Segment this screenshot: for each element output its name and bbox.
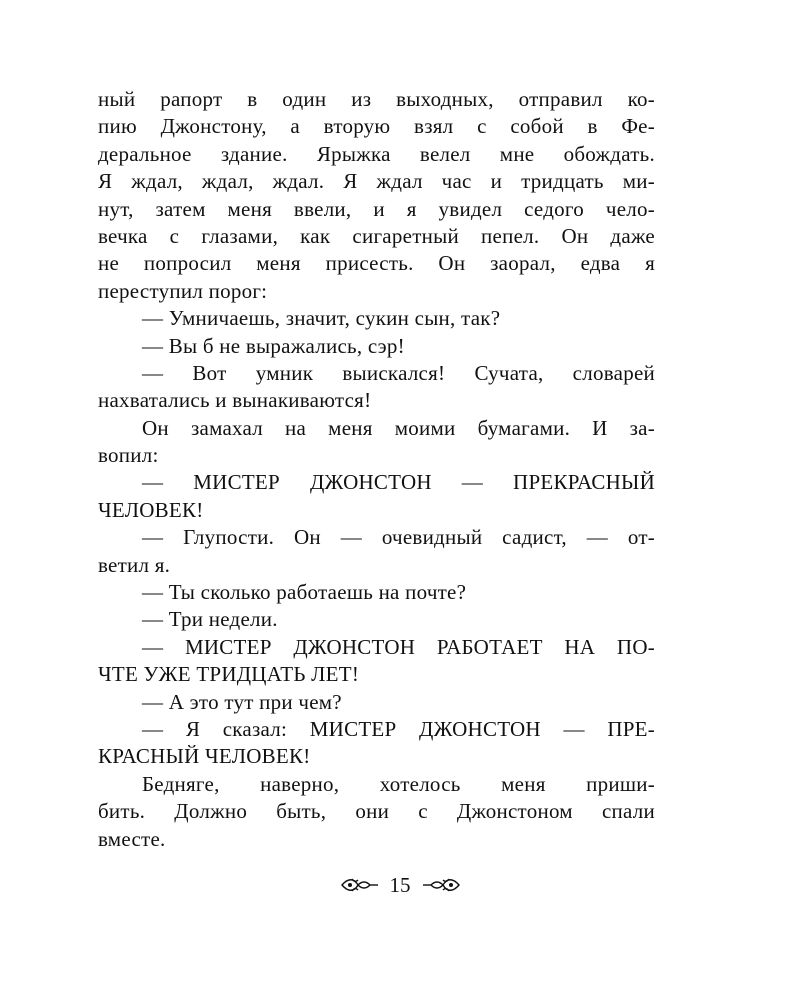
text-line: вечка с глазами, как сигаретный пепел. Он даже: [98, 223, 655, 248]
text-line: ЧТЕ УЖЕ ТРИДЦАТЬ ЛЕТ!: [98, 662, 360, 687]
dialogue-line: — МИСТЕР ДЖОНСТОН — ПРЕКРАСНЫЙ: [142, 470, 655, 495]
text-line: КРАСНЫЙ ЧЕЛОВЕК!: [98, 744, 311, 769]
text-line: ветил я.: [98, 552, 171, 577]
text-line: не попросил меня присесть. Он заорал, едва я: [98, 251, 655, 276]
dialogue-line: — А это тут при чем?: [142, 689, 342, 714]
text-line: вопил:: [98, 443, 159, 468]
page-body: [98, 86, 655, 853]
text-line: Я ждал, ждал, ждал. Я ждал час и тридцать ми-: [98, 169, 655, 194]
text-line: бить. Должно быть, они с Джонстоном спали: [98, 799, 655, 824]
dialogue-line: — Вот умник выискался! Сучата, словарей: [142, 360, 655, 385]
text-line: нут, затем меня ввели, и я увидел седого чело-: [98, 196, 655, 221]
ornament-flourish-icon: [340, 876, 380, 894]
dialogue-line: — Глупости. Он — очевидный садист, — от-: [142, 525, 655, 550]
page-footer: [0, 870, 800, 900]
dialogue-line: — Вы б не выражались, сэр!: [142, 333, 405, 358]
dialogue-line: — Умничаешь, значит, сукин сын, так?: [142, 306, 501, 331]
text-line: переступил порог:: [98, 278, 268, 303]
dialogue-line: — Ты сколько работаешь на почте?: [142, 580, 467, 605]
text-line: ЧЕЛОВЕК!: [98, 497, 204, 522]
paragraph-line: Он замахал на меня моими бумагами. И за-: [142, 415, 655, 440]
text-line: нахватались и вынакиваются!: [98, 388, 372, 413]
dialogue-line: — МИСТЕР ДЖОНСТОН РАБОТАЕТ НА ПО-: [142, 634, 655, 659]
text-line: деральное здание. Ярыжка велел мне обождать.: [98, 141, 655, 166]
ornament-flourish-icon: [421, 876, 461, 894]
text-line: пию Джонстону, а вторую взял с собой в Фе-: [98, 114, 655, 139]
text-line: ный рапорт в один из выходных, отправил ко-: [98, 87, 655, 111]
dialogue-line: — Три недели.: [142, 607, 278, 632]
page-number: 15: [389, 873, 411, 897]
text-line: вместе.: [98, 826, 166, 851]
dialogue-line: — Я сказал: МИСТЕР ДЖОНСТОН — ПРЕ-: [142, 716, 655, 741]
paragraph-line: Бедняге, наверно, хотелось меня приши-: [142, 771, 655, 796]
